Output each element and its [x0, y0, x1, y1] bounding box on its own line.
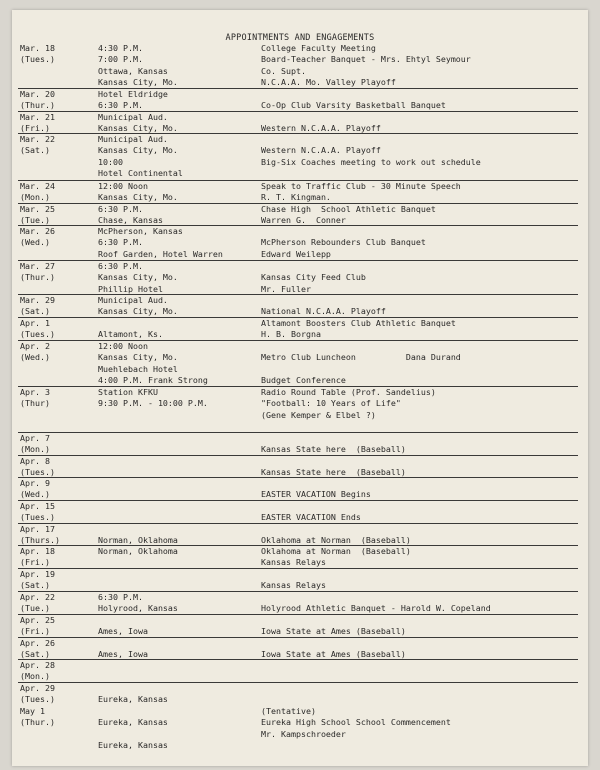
entry-location: Hotel Eldridge — [98, 89, 168, 99]
entry-location: Holyrood, Kansas — [98, 603, 178, 614]
entry-event: Oklahoma at Norman (Baseball) — [261, 535, 411, 546]
entry-event: Oklahoma at Norman (Baseball) — [261, 546, 411, 556]
entry-date: Apr. 17 — [20, 524, 55, 534]
entry-event: Metro Club Luncheon Dana Durand — [261, 352, 461, 363]
entry-event: Budget Conference — [261, 375, 346, 386]
entry-event: Board-Teacher Banquet - Mrs. Ehtyl Seymour — [261, 54, 471, 65]
entry-date: (Thur.) — [20, 100, 55, 111]
entry-location: Norman, Oklahoma — [98, 535, 178, 546]
entry-date: Apr. 18 — [20, 546, 55, 556]
entry-date: (Tues.) — [20, 467, 55, 478]
entry-event: N.C.A.A. Mo. Valley Playoff — [261, 77, 396, 88]
page-title: APPOINTMENTS AND ENGAGEMENTS — [225, 33, 375, 43]
entry-date: (Fri.) — [20, 557, 50, 568]
entry-event: Chase High School Athletic Banquet — [261, 204, 436, 214]
entry-event: EASTER VACATION Ends — [261, 512, 361, 523]
entry-date: Apr. 26 — [20, 638, 55, 648]
entry-location: Kansas City, Mo. — [98, 77, 178, 88]
entry-event: National N.C.A.A. Playoff — [261, 306, 386, 317]
row-divider — [18, 637, 578, 638]
entry-location: Kansas City, Mo. — [98, 123, 178, 134]
entry-event: (Tentative) — [261, 705, 316, 716]
entry-date: Apr. 19 — [20, 569, 55, 579]
entry-date: Apr. 9 — [20, 478, 50, 488]
entry-location: Kansas City, Mo. — [98, 145, 178, 156]
entry-date: (Wed.) — [20, 237, 50, 248]
entry-location: Ames, Iowa — [98, 649, 148, 660]
entry-location: 12:00 Noon — [98, 341, 148, 351]
entry-event: Western N.C.A.A. Playoff — [261, 123, 381, 134]
entry-date: Mar. 27 — [20, 261, 55, 271]
entry-location: 6:30 P.M. — [98, 204, 143, 214]
entry-date: Apr. 2 — [20, 341, 50, 351]
row-divider — [18, 477, 578, 478]
entry-date: (Tues.) — [20, 512, 55, 523]
entry-date: Apr. 25 — [20, 615, 55, 625]
row-divider — [18, 523, 578, 524]
entry-location: Station KFKU — [98, 387, 158, 397]
entry-event: Altamont Boosters Club Athletic Banquet — [261, 318, 456, 328]
entry-location: 10:00 — [98, 156, 123, 167]
entry-event: Holyrood Athletic Banquet - Harold W. Copeland — [261, 603, 491, 614]
entry-location: 9:30 P.M. - 10:00 P.M. — [98, 398, 208, 409]
entry-location: Hotel Continental — [98, 168, 183, 179]
entry-date: (Tue.) — [20, 215, 50, 226]
entry-location: Altamont, Ks. — [98, 329, 163, 340]
entry-date: Mar. 24 — [20, 181, 55, 191]
entry-date: (Sat.) — [20, 306, 50, 317]
entry-date: (Sat.) — [20, 580, 50, 591]
entry-date: (Tue.) — [20, 603, 50, 614]
entry-location: McPherson, Kansas — [98, 226, 183, 236]
entry-location: 4:00 P.M. Frank Strong — [98, 375, 208, 386]
row-divider — [18, 500, 578, 501]
entry-location: Kansas City, Mo. — [98, 192, 178, 203]
entry-date: (Wed.) — [20, 352, 50, 363]
entry-location: Norman, Oklahoma — [98, 546, 178, 556]
entry-location: Municipal Aud. — [98, 112, 168, 122]
entry-location: Muehlebach Hotel — [98, 363, 178, 374]
entry-date: (Sat.) — [20, 649, 50, 660]
entry-event: Radio Round Table (Prof. Sandelius) — [261, 387, 436, 397]
entry-date: Mar. 21 — [20, 112, 55, 122]
entry-date: (Fri.) — [20, 123, 50, 134]
entry-location: 6:30 P.M. — [98, 237, 143, 248]
entry-date: (Mon.) — [20, 671, 50, 682]
entry-location: Roof Garden, Hotel Warren — [98, 248, 223, 259]
entry-date: (Tues.) — [20, 694, 55, 705]
entry-event: Western N.C.A.A. Playoff — [261, 145, 381, 156]
entry-event: R. T. Kingman. — [261, 192, 331, 203]
entry-event: McPherson Rebounders Club Banquet — [261, 237, 426, 248]
entry-date: (Mon.) — [20, 444, 50, 455]
row-divider — [18, 682, 578, 683]
entry-event: Co. Supt. — [261, 65, 306, 76]
entry-date: Apr. 28 — [20, 660, 55, 670]
entry-event: Kansas Relays — [261, 580, 326, 591]
row-divider — [18, 455, 578, 456]
entry-location: Ottawa, Kansas — [98, 65, 168, 76]
entry-event: Big-Six Coaches meeting to work out schedule — [261, 156, 481, 167]
entry-event: EASTER VACATION Begins — [261, 489, 371, 500]
entry-location: Eureka, Kansas — [98, 717, 168, 728]
entry-location: 4:30 P.M. — [98, 43, 143, 53]
entry-date: Apr. 15 — [20, 501, 55, 511]
entry-date: Mar. 25 — [20, 204, 55, 214]
row-divider — [18, 432, 578, 433]
entry-location: 6:30 P.M. — [98, 592, 143, 602]
document-page — [12, 10, 588, 766]
entry-date: (Sat.) — [20, 145, 50, 156]
entry-location: Kansas City, Mo. — [98, 306, 178, 317]
entry-date: Mar. 22 — [20, 134, 55, 144]
entry-location: 6:30 P.M. — [98, 261, 143, 271]
entry-event: Warren G. Conner — [261, 215, 346, 226]
entry-location: Phillip Hotel — [98, 283, 163, 294]
entry-date: Apr. 22 — [20, 592, 55, 602]
entry-date: (Thur) — [20, 398, 50, 409]
entry-date: Apr. 3 — [20, 387, 50, 397]
entry-date: (Wed.) — [20, 489, 50, 500]
entry-event: Iowa State at Ames (Baseball) — [261, 626, 406, 637]
entry-location: 12:00 Noon — [98, 181, 148, 191]
entry-date: Apr. 7 — [20, 433, 50, 443]
entry-location: Municipal Aud. — [98, 134, 168, 144]
row-divider — [18, 614, 578, 615]
entry-date: May 1 — [20, 705, 45, 716]
entry-event: Edward Weilepp — [261, 248, 331, 259]
entry-date: (Thur.) — [20, 717, 55, 728]
entry-event: Mr. Fuller — [261, 283, 311, 294]
entry-location: Municipal Aud. — [98, 295, 168, 305]
entry-date: Apr. 8 — [20, 456, 50, 466]
entry-event: Kansas Relays — [261, 557, 326, 568]
entry-event: Kansas State here (Baseball) — [261, 444, 406, 455]
entry-date: (Thur.) — [20, 272, 55, 283]
entry-event: Eureka High School School Commencement — [261, 717, 451, 728]
entry-event: Iowa State at Ames (Baseball) — [261, 649, 406, 660]
entry-date: Apr. 1 — [20, 318, 50, 328]
entry-event: Kansas City Feed Club — [261, 272, 366, 283]
entry-event: Kansas State here (Baseball) — [261, 467, 406, 478]
entry-location: Kansas City, Mo. — [98, 272, 178, 283]
entry-event: "Football: 10 Years of Life" — [261, 398, 401, 409]
entry-date: (Tues.) — [20, 54, 55, 65]
entry-date: (Tues.) — [20, 329, 55, 340]
entry-date: Apr. 29 — [20, 683, 55, 693]
entry-date: Mar. 29 — [20, 295, 55, 305]
entry-event: Co-Op Club Varsity Basketball Banquet — [261, 100, 446, 111]
entry-location: Kansas City, Mo. — [98, 352, 178, 363]
row-divider — [18, 659, 578, 660]
entry-event: Mr. Kampschroeder — [261, 728, 346, 739]
entry-event: (Gene Kemper & Elbel ?) — [261, 409, 376, 420]
entry-date: Mar. 26 — [20, 226, 55, 236]
entry-date: (Mon.) — [20, 192, 50, 203]
entry-date: Mar. 18 — [20, 43, 55, 53]
entry-date: Mar. 20 — [20, 89, 55, 99]
entry-location: Eureka, Kansas — [98, 740, 168, 750]
entry-date: (Fri.) — [20, 626, 50, 637]
entry-location: Chase, Kansas — [98, 215, 163, 226]
entry-event: College Faculty Meeting — [261, 43, 376, 53]
entry-event: Speak to Traffic Club - 30 Minute Speech — [261, 181, 461, 191]
entry-location: 6:30 P.M. — [98, 100, 143, 111]
entry-location: Eureka, Kansas — [98, 694, 168, 705]
entry-location: Ames, Iowa — [98, 626, 148, 637]
row-divider — [18, 568, 578, 569]
entry-location: 7:00 P.M. — [98, 54, 143, 65]
entry-date: (Thurs.) — [20, 535, 60, 546]
entry-event: H. B. Borgna — [261, 329, 321, 340]
